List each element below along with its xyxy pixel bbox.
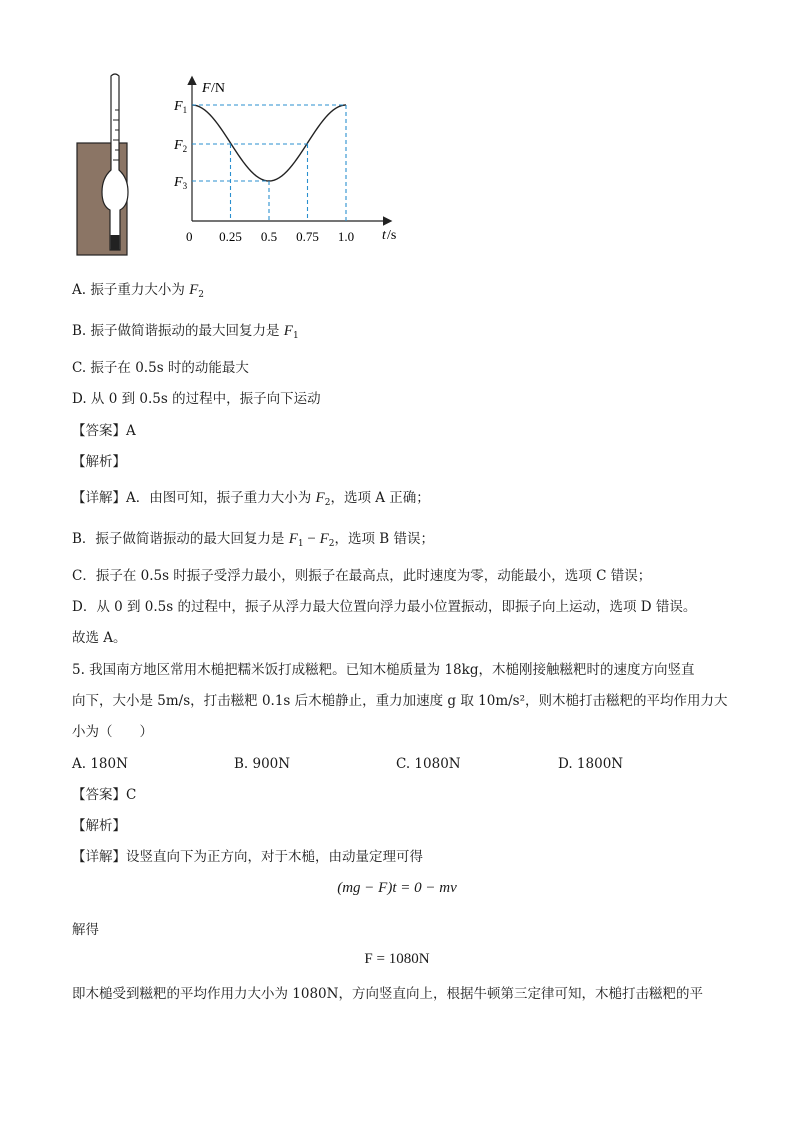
q5-stem-line3: 小为（ ） (72, 724, 153, 740)
q5-option-a: A. 180N (72, 756, 128, 772)
q5-detail-text: 设竖直向下为正方向，对于木槌，由动量定理可得 (126, 849, 423, 865)
q4-option-d: D. 从 0 到 0.5s 的过程中，振子向下运动 (72, 391, 321, 407)
q4-option-c: C. 振子在 0.5s 时的动能最大 (72, 360, 249, 376)
y-tick-f1: $F_1$ (174, 99, 188, 115)
q4-option-a-var: F (189, 282, 199, 298)
q4-detail-a (72, 489, 430, 512)
y-tick-f3: $F_3$ (174, 175, 188, 191)
x-origin-label: 0 (186, 229, 193, 244)
q4-option-a-text: A. 振子重力大小为 (72, 282, 190, 298)
x-axis-unit: /s (387, 228, 397, 243)
q4-detail-a-var: F (315, 490, 325, 506)
q4-detail-b-sub1: 1 (297, 539, 304, 549)
q5-option-d: D. 1800N (558, 756, 624, 772)
force-curve (192, 105, 346, 181)
q4-detail-d: D．从 0 到 0.5s 的过程中，振子从浮力最大位置向浮力最小位置振动，即振子向上运动，选项 D 错误。 (72, 599, 697, 615)
x-tick-1: 0.5 (260, 229, 278, 244)
q4-detail-b-sub2: 2 (328, 539, 335, 549)
q4-option-b-text: B. 振子做简谐振动的最大回复力是 (72, 323, 284, 339)
y-axis-unit: /N (211, 81, 225, 96)
q4-detail-b-post: ，选项 B 错误； (334, 531, 435, 547)
q5-equation-2: F = 1080N (364, 951, 430, 967)
q5-detail (72, 848, 423, 866)
x-tick-0: 0.25 (219, 229, 242, 244)
float-weight (111, 235, 120, 250)
q4-detail-a-pre: A．由图可知，振子重力大小为 (126, 490, 316, 506)
q5-answer-label: 【答案】 (72, 787, 126, 803)
q4-detail-b-minus: − (303, 531, 320, 547)
q4-answer-value: A (126, 423, 136, 439)
q4-detail-b-pre: B．振子做简谐振动的最大回复力是 (72, 531, 289, 547)
q5-answer-value: C (126, 787, 137, 803)
q4-detail-c: C．振子在 0.5s 时振子受浮力最小，则振子在最高点，此时速度为零，动能最小，选项 C 错误； (72, 568, 652, 584)
q4-detail-b-var1: F (288, 531, 298, 547)
q4-option-b-var: F (283, 323, 293, 339)
q4-option-a (72, 281, 204, 304)
q4-analysis-label: 【解析】 (72, 454, 126, 470)
q4-detail-a-post: ，选项 A 正确； (330, 490, 430, 506)
q5-final-line: 即木槌受到糍粑的平均作用力大小为 1080N，方向竖直向上，根据牛顿第三定律可知，木槌打击糍粑的平 (72, 986, 703, 1002)
q5-stem-line1: 5. 我国南方地区常用木槌把糯米饭打成糍粑。已知木槌质量为 18kg，木槌刚接触糍粑时的速度方向竖直 (72, 662, 695, 678)
y-tick-f2: $F_2$ (174, 138, 188, 154)
q5-detail-label: 【详解】 (72, 849, 126, 865)
q4-detail-label: 【详解】 (72, 490, 126, 506)
q5-answer (72, 786, 136, 804)
q4-conclusion: 故选 A。 (72, 630, 127, 646)
q5-option-b: B. 900N (234, 756, 291, 772)
q4-option-b-sub: 1 (292, 331, 299, 341)
q5-stem-line2: 向下，大小是 5m/s，打击糍粑 0.1s 后木槌静止，重力加速度 g 取 10m/s²，则木槌打击糍粑的平均作用力大 (72, 693, 728, 709)
q4-detail-b-var2: F (319, 531, 329, 547)
x-axis-label: t (382, 228, 386, 243)
q4-detail-b (72, 530, 434, 553)
q5-solve-label: 解得 (72, 922, 99, 938)
q5-analysis-label: 【解析】 (72, 818, 126, 834)
q5-option-c: C. 1080N (396, 756, 461, 772)
y-axis-label: F (202, 81, 211, 96)
x-tick-3: 1.0 (337, 229, 355, 244)
q4-option-a-sub: 2 (198, 290, 205, 300)
float-apparatus-figure (70, 70, 160, 260)
q4-answer-label: 【答案】 (72, 423, 126, 439)
force-time-graph (168, 72, 408, 252)
q4-answer (72, 422, 136, 440)
q4-detail-a-sub: 2 (324, 498, 331, 508)
x-tick-2: 0.75 (296, 229, 319, 244)
q4-option-b (72, 322, 299, 345)
q5-equation-1: (mg − F)t = 0 − mv (337, 880, 457, 896)
